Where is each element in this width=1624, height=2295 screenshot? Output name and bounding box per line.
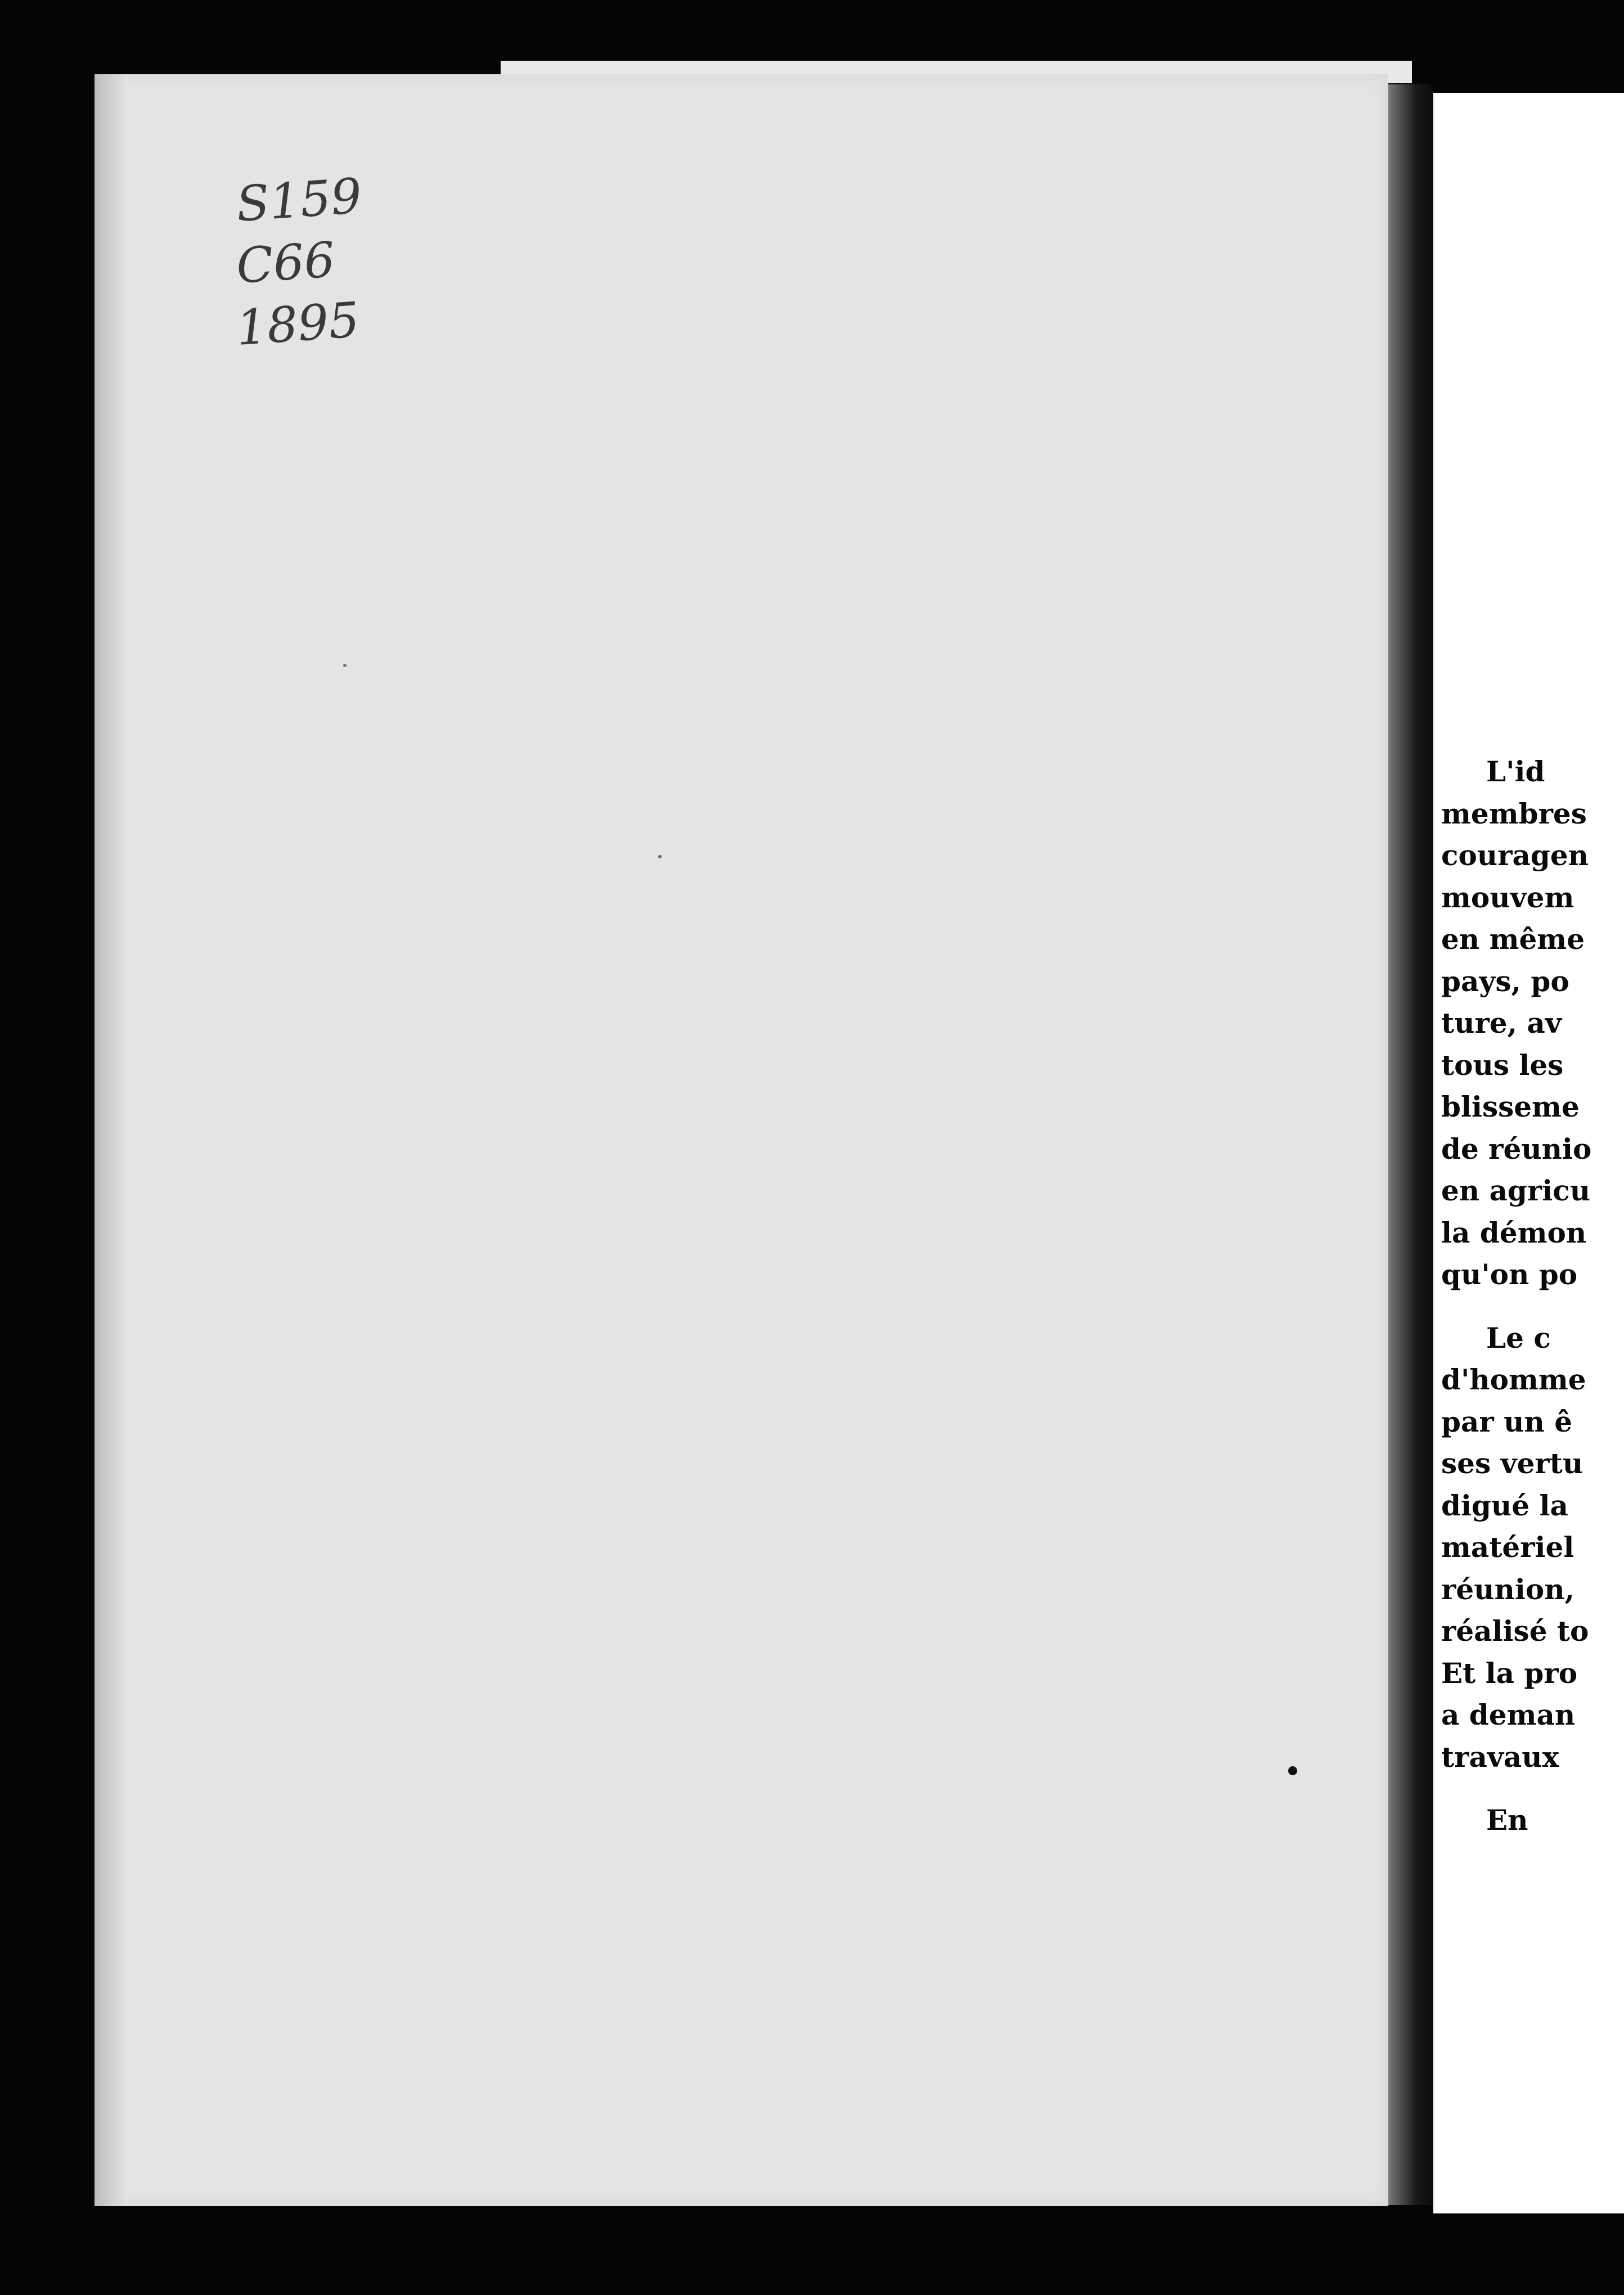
text-line: ture, av	[1441, 1006, 1562, 1040]
text-line: qu'on po	[1441, 1258, 1578, 1291]
text-line: pays, po	[1441, 964, 1569, 998]
left-page-edge	[95, 74, 128, 2206]
paragraph	[1441, 751, 1624, 1296]
text-line: mouvem	[1441, 880, 1574, 914]
text-line: digué la	[1441, 1488, 1568, 1522]
text-line: En	[1486, 1803, 1528, 1837]
text-line: a deman	[1441, 1698, 1576, 1731]
text-line: ses vertu	[1441, 1447, 1583, 1480]
text-line: la démon	[1441, 1216, 1587, 1249]
left-page	[95, 74, 1388, 2206]
text-line: réalisé to	[1441, 1614, 1589, 1648]
text-line: travaux	[1441, 1740, 1559, 1774]
dust-speck	[1288, 1766, 1297, 1775]
text-line: d'homme	[1441, 1363, 1586, 1396]
text-line: couragen	[1441, 839, 1589, 872]
text-line: en agricu	[1441, 1174, 1591, 1207]
shelfmark-line: 1895	[234, 291, 362, 357]
text-line: réunion,	[1441, 1572, 1574, 1606]
text-line: L'id	[1486, 755, 1545, 788]
shelfmark-line: S159	[234, 168, 364, 233]
text-line: tous les	[1441, 1048, 1564, 1082]
text-line: matériel	[1441, 1531, 1574, 1564]
text-line: en même	[1441, 922, 1585, 956]
text-line: par un ê	[1441, 1405, 1573, 1438]
right-page-text	[1441, 751, 1624, 1863]
text-line: de réunio	[1441, 1132, 1592, 1166]
text-line: membres	[1441, 796, 1587, 830]
dust-speck	[343, 664, 347, 667]
text-line: blisseme	[1441, 1090, 1580, 1123]
paragraph	[1441, 1799, 1624, 1842]
shelfmark-line: C66	[234, 231, 337, 295]
dust-speck	[658, 855, 662, 858]
text-line: Le c	[1486, 1321, 1551, 1354]
book-gutter	[1388, 84, 1433, 2205]
text-line: Et la pro	[1441, 1656, 1578, 1690]
paragraph	[1441, 1317, 1624, 1779]
shelfmark	[234, 168, 383, 357]
